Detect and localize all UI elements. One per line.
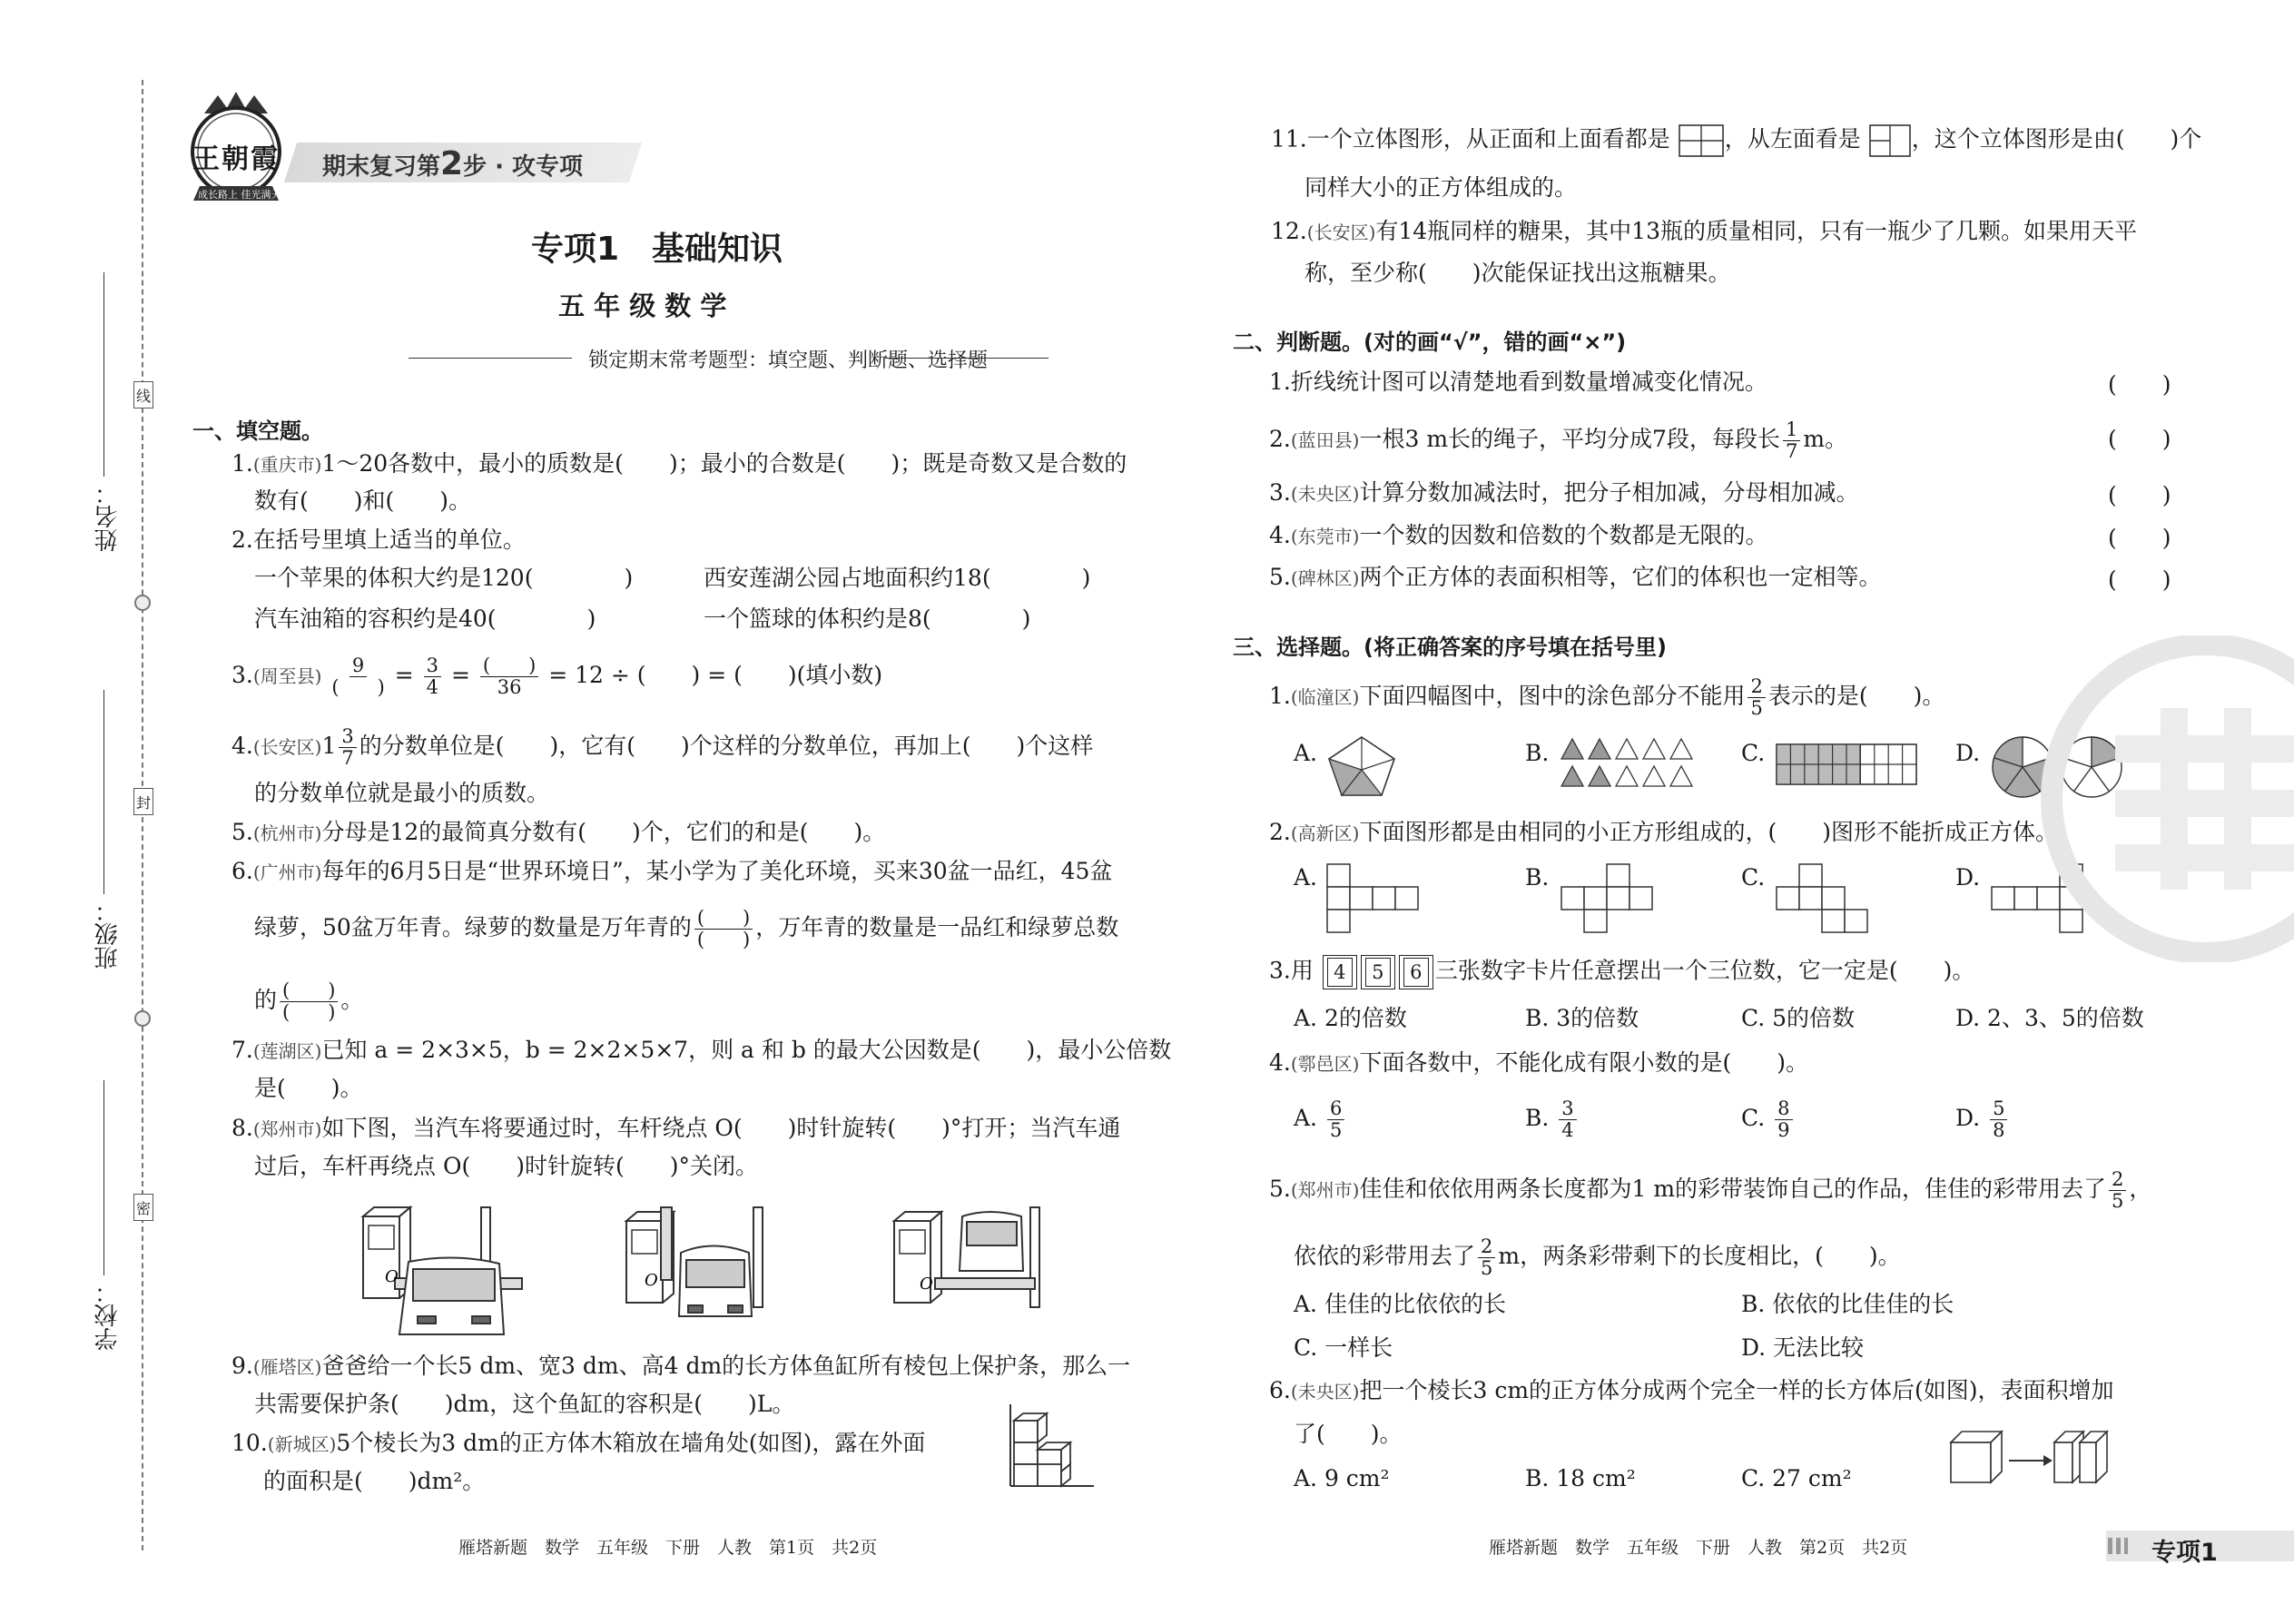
choice-5-opt-c[interactable]: C. 一样长 xyxy=(1294,1334,1393,1361)
watermark-seal xyxy=(2033,635,2294,962)
fraction: $\frac{3}{4}$ xyxy=(424,655,441,698)
q8-line2: 过后，车杆再绕点 O( )时针旋转( )°关闭。 xyxy=(254,1153,758,1179)
q2-c: 汽车油箱的容积约是40( ) xyxy=(254,605,596,632)
choice-5-opt-d[interactable]: D. 无法比较 xyxy=(1741,1334,1865,1361)
q6-line3: 的 $\frac{( )}{( )}$ 。 xyxy=(254,979,364,1023)
pivot-label: O xyxy=(645,1271,658,1290)
barrier-figure-3 xyxy=(885,1198,1049,1316)
choice-2-opt-b[interactable]: B. xyxy=(1525,864,1550,891)
class-field[interactable] xyxy=(103,690,104,894)
fraction: $\frac{2}{5}$ xyxy=(2109,1169,2126,1212)
number-card: 6 xyxy=(1399,955,1433,989)
choice-2-opt-a[interactable]: A. xyxy=(1294,864,1318,891)
judge-4-answer[interactable]: ( ) xyxy=(2108,525,2171,551)
q2-b: 西安莲湖公园占地面积约18( ) xyxy=(704,565,1091,591)
q7: 7.(莲湖区)已知 a = 2×3×5，b = 2×2×5×7，则 a 和 b 的最大公因数是( )，最小公倍数 xyxy=(231,1037,1172,1063)
q1-line2: 数有( )和( )。 xyxy=(254,487,472,514)
fraction: $\frac{2}{5}$ xyxy=(1478,1236,1495,1279)
choice-5-line2: 依依的彩带用去了 $\frac{2}{5}$ m，两条彩带剩下的长度相比，( )。 xyxy=(1294,1235,1901,1279)
q12: 12.(长安区)有14瓶同样的糖果，其中13瓶的质量相同，只有一瓶少了几颗。如果用天平 xyxy=(1271,218,2138,244)
q3: 3.(周至县) $\frac{9}{( )}$ = $\frac{3}{4}$ = $\frac{( )}{36}$ = 12 ÷ ( ) = ( )(填小数) xyxy=(231,655,883,698)
name-field[interactable] xyxy=(103,272,104,477)
school-label: 学校： xyxy=(94,1280,122,1351)
footer-right: 雁塔新题 数学 五年级 下册 人教 第2页 共2页 xyxy=(1489,1538,1908,1558)
q12-line2: 称，至少称( )次能保证找出这瓶糖果。 xyxy=(1305,260,1731,286)
tagline-rule xyxy=(409,358,572,359)
choice-3: 3.用 4 5 6 三张数字卡片任意摆出一个三位数，它一定是( )。 xyxy=(1269,955,1974,989)
q11: 11.一个立体图形，从正面和上面看都是 ，从左面看是 ，这个立体图形是由( )个 xyxy=(1271,123,2201,158)
choice-6-opt-a[interactable]: A. 9 cm² xyxy=(1294,1465,1390,1491)
fraction: $\frac{6}{5}$ xyxy=(1327,1098,1344,1141)
triangles-figure xyxy=(1560,737,1705,792)
binding-hole xyxy=(134,595,151,611)
q9-line2: 共需要保护条( )dm，这个鱼缸的容积是( )L。 xyxy=(254,1391,795,1417)
binding-hole xyxy=(134,1010,151,1027)
view-left-figure xyxy=(1868,123,1912,158)
banner-text: 期末复习第2步 · 攻专项 xyxy=(322,145,584,182)
judge-4: 4.(东莞市)一个数的因数和倍数的个数都是无限的。 xyxy=(1269,522,1768,548)
number-card: 5 xyxy=(1361,955,1395,989)
q10-line2: 的面积是( )dm²。 xyxy=(263,1468,486,1494)
net-figure-c xyxy=(1775,862,1871,935)
judge-1: 1.折线统计图可以清楚地看到数量增减变化情况。 xyxy=(1269,369,1767,395)
choice-2-opt-d[interactable]: D. xyxy=(1955,864,1981,891)
choice-4-opt-b[interactable]: B. $\frac{3}{4}$ xyxy=(1525,1098,1580,1141)
fraction: $\frac{1}{7}$ xyxy=(1783,419,1800,462)
choice-4-opt-a[interactable]: A. $\frac{6}{5}$ xyxy=(1294,1098,1347,1141)
section1-heading: 一、填空题。 xyxy=(192,418,323,444)
q5: 5.(杭州市)分母是12的最简真分数有( )个，它们的和是( )。 xyxy=(231,819,886,845)
view-front-top-figure xyxy=(1678,123,1725,158)
choice-2: 2.(高新区)下面图形都是由相同的小正方形组成的，( )图形不能折成正方体。 xyxy=(1269,819,2058,845)
class-label: 班级： xyxy=(94,899,122,969)
choice-1-opt-d[interactable]: D. xyxy=(1955,740,1981,766)
q11-line2: 同样大小的正方体组成的。 xyxy=(1305,174,1578,201)
cut-mark-secret: 密 xyxy=(133,1194,153,1221)
fraction: $\frac{9}{( )}$ xyxy=(331,655,385,698)
choice-2-opt-c[interactable]: C. xyxy=(1741,864,1766,891)
page-title: 专项1 基础知识 xyxy=(531,231,783,268)
choice-6-line2: 了( )。 xyxy=(1294,1421,1403,1447)
choice-6-opt-b[interactable]: B. 18 cm² xyxy=(1525,1465,1636,1491)
q6-line2: 绿萝，50盆万年青。绿萝的数量是万年青的 $\frac{( )}{( )}$ ，万年青的数量是一品红和绿萝总数 xyxy=(254,907,1119,950)
choice-1-opt-b[interactable]: B. xyxy=(1525,740,1550,766)
section3-heading: 三、选择题。(将正确答案的序号填在括号里) xyxy=(1233,635,1667,660)
fraction: $\frac{2}{5}$ xyxy=(1748,676,1765,719)
choice-3-opt-d[interactable]: D. 2、3、5的倍数 xyxy=(1955,1005,2144,1031)
choice-5-opt-a[interactable]: A. 佳佳的比依依的长 xyxy=(1294,1291,1506,1317)
choice-1-opt-a[interactable]: A. xyxy=(1294,740,1318,766)
section-tag: 专项1 xyxy=(2151,1539,2218,1567)
choice-3-opt-a[interactable]: A. 2的倍数 xyxy=(1294,1005,1407,1031)
net-figure-a xyxy=(1325,862,1422,935)
name-label: 姓名： xyxy=(94,481,122,552)
choice-4-opt-c[interactable]: C. $\frac{8}{9}$ xyxy=(1741,1098,1796,1141)
judge-5: 5.(碑林区)两个正方体的表面积相等，它们的体积也一定相等。 xyxy=(1269,564,1882,590)
choice-1: 1.(临潼区)下面四幅图中，图中的涂色部分不能用 $\frac{2}{5}$ 表示的是( )。 xyxy=(1269,675,1945,719)
choice-6: 6.(未央区)把一个棱长3 cm的正方体分成两个完全一样的长方体后(如图)，表面积增加 xyxy=(1269,1377,2114,1403)
tagline: 锁定期末常考题型：填空题、判断题、选择题 xyxy=(588,349,989,372)
fraction: $\frac{8}{9}$ xyxy=(1775,1098,1792,1141)
cut-line xyxy=(142,80,143,1550)
choice-3-opt-c[interactable]: C. 5的倍数 xyxy=(1741,1005,1856,1031)
choice-5-opt-b[interactable]: B. 依依的比佳佳的长 xyxy=(1741,1291,1954,1317)
q4: 4.(长安区)1 $\frac{3}{7}$ 的分数单位是( )，它有( )个这样的分数单位，再加上( )个这样 xyxy=(231,725,1094,769)
number-card: 4 xyxy=(1323,955,1357,989)
judge-5-answer[interactable]: ( ) xyxy=(2108,566,2171,593)
footer-left: 雁塔新题 数学 五年级 下册 人教 第1页 共2页 xyxy=(458,1538,878,1558)
choice-4-opt-d[interactable]: D. $\frac{5}{8}$ xyxy=(1955,1098,2010,1141)
cube-split-figure xyxy=(1947,1428,2111,1491)
fraction: $\frac{5}{8}$ xyxy=(1990,1098,2007,1141)
section2-heading: 二、判断题。(对的画“√”，错的画“×”) xyxy=(1233,330,1627,355)
choice-4: 4.(鄠邑区)下面各数中，不能化成有限小数的是( )。 xyxy=(1269,1049,1808,1076)
q6: 6.(广州市)每年的6月5日是“世界环境日”，某小学为了美化环境，买来30盆一品红，45盆 xyxy=(231,858,1113,884)
judge-2-answer[interactable]: ( ) xyxy=(2108,426,2171,452)
fraction: $\frac{( )}{( )}$ xyxy=(694,908,753,950)
logo-text: 王朝霞 xyxy=(192,143,280,175)
barrier-figure-2 xyxy=(617,1198,772,1325)
q7-line2: 是( )。 xyxy=(254,1075,363,1101)
q2: 2.在括号里填上适当的单位。 xyxy=(231,527,526,553)
choice-3-opt-b[interactable]: B. 3的倍数 xyxy=(1525,1005,1639,1031)
fraction: $\frac{( )}{36}$ xyxy=(480,655,538,698)
fraction: $\frac{3}{7}$ xyxy=(339,726,356,769)
judge-2: 2.(蓝田县)一根3 m长的绳子，平均分成7段，每段长 $\frac{1}{7}$ m。 xyxy=(1269,418,1848,462)
q10: 10.(新城区)5个棱长为3 dm的正方体木箱放在墙角处(如图)，露在外面 xyxy=(231,1430,926,1456)
choice-5: 5.(郑州市)佳佳和依依用两条长度都为1 m的彩带装饰自己的作品，佳佳的彩带用去了 $\frac{2}{5}$ ， xyxy=(1269,1168,2152,1212)
q8: 8.(郑州市)如下图，当汽车将要通过时，车杆绕点 O( )时针旋转( )°打开；当汽车通 xyxy=(231,1115,1121,1141)
tag-dots xyxy=(2108,1538,2128,1554)
cut-mark-seal: 封 xyxy=(133,788,153,815)
judge-1-answer[interactable]: ( ) xyxy=(2108,371,2171,398)
q1: 1.(重庆市)1～20各数中，最小的质数是( )；最小的合数是( )；既是奇数又是合数的 xyxy=(231,450,1127,477)
cut-mark-line: 线 xyxy=(133,381,153,408)
fraction: $\frac{3}{4}$ xyxy=(1559,1098,1576,1141)
pivot-label: O xyxy=(385,1267,399,1286)
barrier-figure-1 xyxy=(345,1198,536,1339)
q4-line2: 的分数单位就是最小的质数。 xyxy=(254,780,550,806)
school-field[interactable] xyxy=(103,1080,104,1275)
q2-a: 一个苹果的体积大约是120( ) xyxy=(254,565,634,591)
grid-figure xyxy=(1775,743,1920,788)
choice-6-opt-c[interactable]: C. 27 cm² xyxy=(1741,1465,1852,1491)
judge-3-answer[interactable]: ( ) xyxy=(2108,482,2171,508)
logo-motto: 成长路上 佳光满天 xyxy=(198,189,281,201)
pivot-label: O xyxy=(920,1275,933,1294)
pentagon-figure xyxy=(1325,733,1398,799)
fraction: $\frac{( )}{( )}$ xyxy=(280,980,338,1023)
choice-1-opt-c[interactable]: C. xyxy=(1741,740,1766,766)
page-subtitle: 五 年 级 数 学 xyxy=(558,290,727,321)
q9: 9.(雁塔区)爸爸给一个长5 dm、宽3 dm、高4 dm的长方体鱼缸所有棱包上保护条，那么一 xyxy=(231,1353,1131,1379)
net-figure-b xyxy=(1560,862,1656,935)
cube-corner-figure xyxy=(1003,1403,1103,1493)
tagline-rule xyxy=(885,358,1049,359)
judge-3: 3.(未央区)计算分数加减法时，把分子相加减，分母相加减。 xyxy=(1269,479,1859,506)
q2-d: 一个篮球的体积约是8( ) xyxy=(704,605,1031,632)
